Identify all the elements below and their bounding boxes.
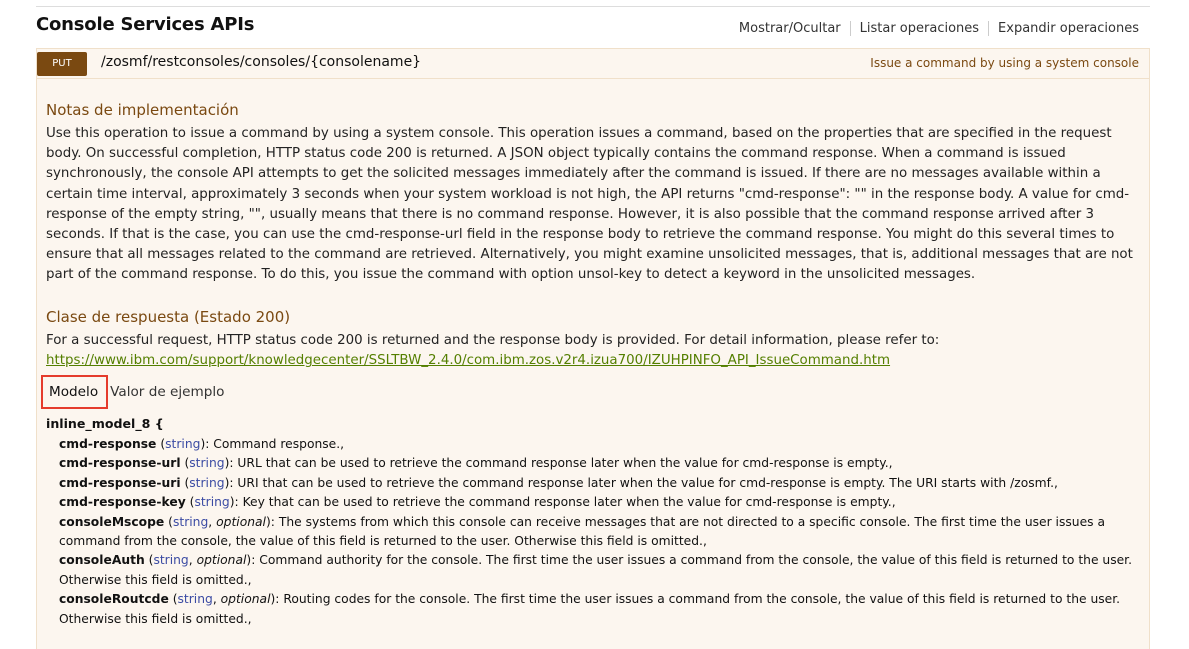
implementation-notes-heading: Notas de implementación xyxy=(46,101,239,119)
response-tabs xyxy=(41,373,225,411)
model-property-consoleRoutcde: consoleRoutcde (string, optional): Routing codes for the console. The first time the user issues a command from the console, the value of this field is returned to the user. Otherwise this field is omitted., xyxy=(59,592,1121,626)
property-description: ): The systems from which this console can receive messages that are not directed to a specific console. The first time the user issues a command from the console, the value of this field is returned to the user. Otherwise this field is omitted., xyxy=(59,514,1105,549)
http-method-badge[interactable]: PUT xyxy=(37,52,87,76)
resource-actions xyxy=(730,21,1139,36)
property-name: cmd-response-key xyxy=(59,495,186,510)
property-name: consoleRoutcde xyxy=(59,592,169,607)
model-property-consoleMscope: consoleMscope (string, optional): The systems from which this console can receive messages that are not directed to a specific console. The first time the user issues a command from the console, the value of this field is returned to the user. Otherwise this field is omitted., xyxy=(59,514,1105,549)
operation-panel xyxy=(36,48,1150,649)
operation-heading[interactable] xyxy=(37,49,1149,79)
property-optional-flag: optional xyxy=(220,592,271,607)
model-schema xyxy=(46,413,1142,629)
property-name: consoleMscope xyxy=(59,514,165,529)
property-type: string xyxy=(153,553,189,568)
operation-summary[interactable]: Issue a command by using a system console xyxy=(870,56,1139,70)
model-property-consoleAuth: consoleAuth (string, optional): Command authority for the console. The first time the user issues a command from the console, the value of this field is returned to the user. Otherwise this field is omitted., xyxy=(59,553,1133,587)
property-optional-flag: optional xyxy=(216,514,266,529)
property-name: cmd-response xyxy=(59,437,157,451)
model-property-cmd-response-uri: cmd-response-uri (string): URI that can be used to retrieve the command response later when the value for cmd-response is empty. The URI starts with /zosmf., xyxy=(59,475,1058,490)
model-properties xyxy=(46,435,1142,629)
tab-example-value[interactable]: Valor de ejemplo xyxy=(110,384,225,400)
documentation-link[interactable]: https://www.ibm.com/support/knowledgecenter/SSLTBW_2.4.0/com.ibm.zos.v2r4.izua700/IZUHPINFO_API_IssueCommand.htm xyxy=(46,353,891,369)
operation-path[interactable]: /zosmf/restconsoles/consoles/{consolename} xyxy=(101,54,422,70)
property-type: string xyxy=(189,456,225,471)
model-title: inline_model_8 { xyxy=(46,416,164,431)
property-description: ): Key that can be used to retrieve the command response later when the value for cmd-response is empty., xyxy=(229,495,896,510)
property-description: ): Routing codes for the console. The first time the user issues a command from the console, the value of this field is returned to the user. Otherwise this field is omitted., xyxy=(59,592,1121,626)
property-type: string xyxy=(165,437,201,451)
response-class-heading: Clase de respuesta (Estado 200) xyxy=(46,308,291,326)
property-type: string xyxy=(194,495,230,510)
property-type: string xyxy=(172,514,209,529)
property-name: cmd-response-url xyxy=(59,456,181,471)
property-description: ): URL that can be used to retrieve the command response later when the value for cmd-response is empty., xyxy=(224,456,893,471)
response-class-text: For a successful request, HTTP status code 200 is returned and the response body is provided. For detail information, please refer to: xyxy=(46,333,940,348)
property-name: cmd-response-uri xyxy=(59,475,181,490)
property-description: ): URI that can be used to retrieve the command response later when the value for cmd-response is empty. The URI starts with /zosmf., xyxy=(224,475,1058,490)
model-property-cmd-response-url: cmd-response-url (string): URL that can be used to retrieve the command response later when the value for cmd-response is empty., xyxy=(59,456,893,471)
resource-header xyxy=(36,14,1150,44)
implementation-notes-text: Use this operation to issue a command by using a system console. This operation issues a command, based on the properties that are specified in the request body. On successful completion, HTTP status code 200 is returned. A JSON object typically contains the command response. When a command is issued synchronously, the console API attempts to get the solicited messages immediately after the command is issued. If there are no messages available within a certain time interval, approximately 3 seconds when your system workload is not high, the API returns "cmd-response": "" in the response body. A value for cmd-response of the empty string, "", usually means that there is no command response. However, it is also possible that the command response arrived after 3 seconds. If that is the case, you can use the cmd-response-url field in the response body to retrieve the command response. You might do this several times to ensure that all messages related to the command are retrieved. Alternatively, you might examine unsolicited messages, that is, additional messages that are not part of the command response. To do this, you issue the command with option unsol-key to detect a keyword in the unsolicited messages. xyxy=(46,126,1133,283)
property-type: string xyxy=(177,592,213,607)
property-name: consoleAuth xyxy=(59,553,145,568)
model-property-cmd-response: cmd-response (string): Command response., xyxy=(59,437,345,451)
tab-model[interactable]: Modelo xyxy=(41,375,108,409)
top-divider xyxy=(36,6,1150,7)
response-class-description xyxy=(46,331,1142,371)
property-description: ): Command response., xyxy=(200,437,345,451)
list-operations-link[interactable]: Listar operaciones xyxy=(850,21,988,36)
expand-operations-link[interactable]: Expandir operaciones xyxy=(988,21,1139,36)
resource-title[interactable]: Console Services APIs xyxy=(36,14,255,35)
model-property-cmd-response-key: cmd-response-key (string): Key that can be used to retrieve the command response later when the value for cmd-response is empty., xyxy=(59,495,896,510)
property-optional-flag: optional xyxy=(196,553,247,568)
show-hide-link[interactable]: Mostrar/Ocultar xyxy=(738,21,841,36)
property-type: string xyxy=(189,475,225,490)
property-description: ): Command authority for the console. The first time the user issues a command from the console, the value of this field is returned to the user. Otherwise this field is omitted., xyxy=(59,553,1133,587)
